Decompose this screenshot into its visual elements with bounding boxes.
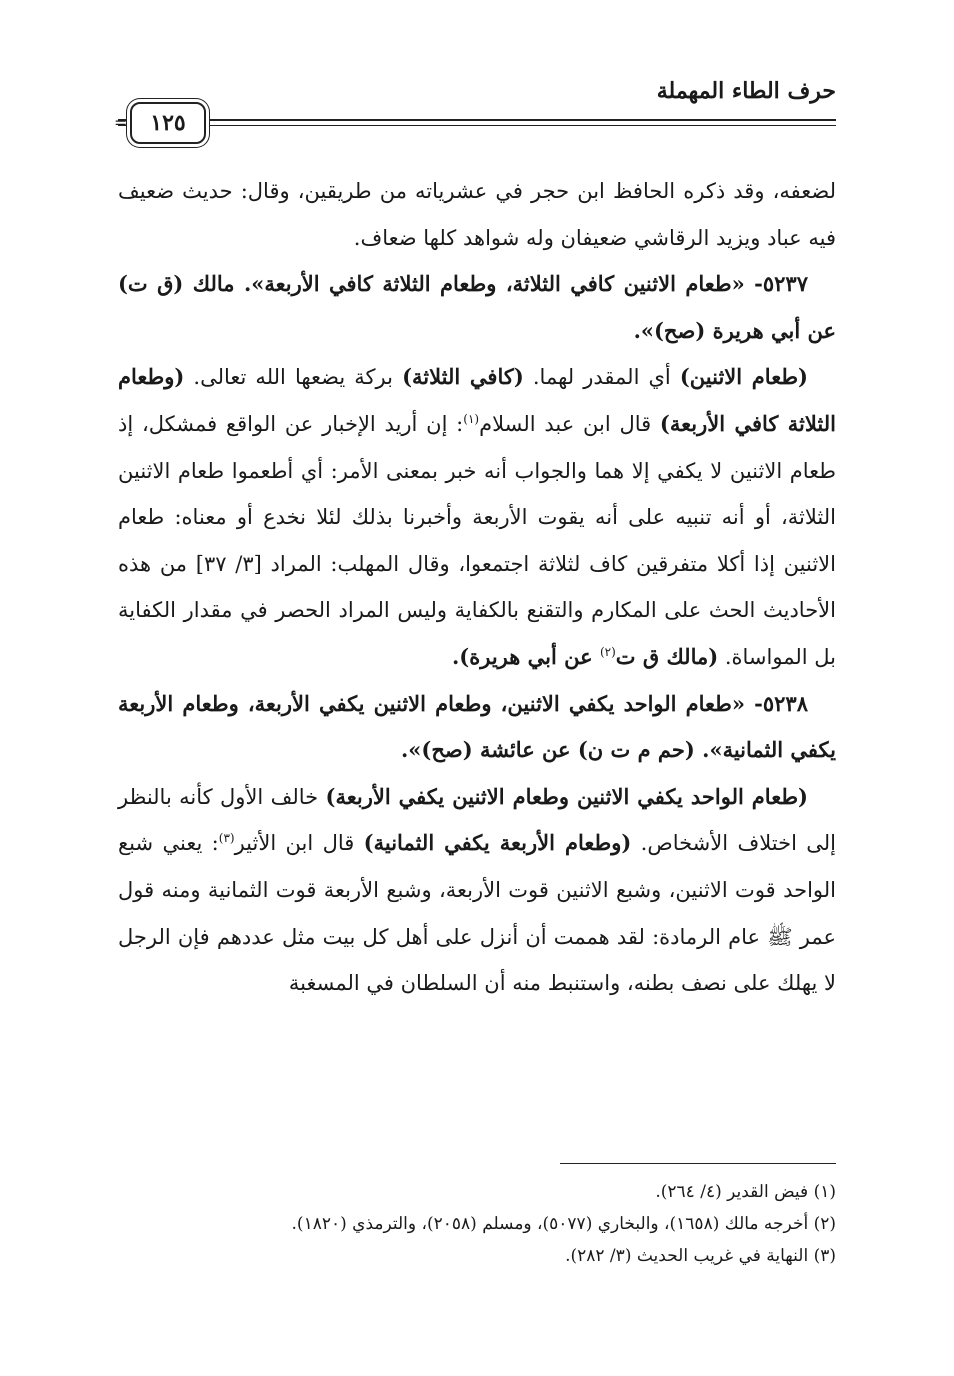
quoted-term: (وطعام الأربعة يكفي الثمانية) — [363, 830, 632, 856]
chapter-title: حرف الطاء المهملة — [656, 78, 836, 104]
commentary-text: خالف الأول كأنه بالنظر إلى اختلاف الأشخاص. — [118, 784, 837, 856]
header-rule-line — [118, 119, 836, 121]
footnote-ref: (٢) — [599, 644, 616, 659]
commentary-text: قال ابن الأثير — [234, 831, 364, 856]
hadith-5237: ٥٢٣٧- «طعام الاثنين كافي الثلاثة، وطعام الثلاثة كافي الأربعة». مالك (ق ت) عن أبي هريرة (صح)». — [118, 271, 836, 343]
footnote-ref: (٣) — [218, 831, 235, 846]
source-reference: عن أبي هريرة). — [451, 643, 600, 669]
footnote-1: (١) فيض القدير (٤/ ٢٦٤). — [655, 1182, 836, 1202]
commentary-text: : إن أريد الإخبار عن الواقع فمشكل، إذ طعام الاثنين لا يكفي إلا هما والجواب أنه خبر بمعنى الأمر: أي أطعموا طعام الاثنين الثلاثة، أو أنه تنبيه على أنه يقوت الأربعة وأخبرنا بذلك لئلا نخدع أو معناه: طعام الاثنين إذا أكلا متفرقين كاف لثلاثة اجتمعوا، وقال المهلب: المراد [٣/ ٣٧] من هذه الأحاديث الحث على المكارم والتقنع بالكفاية وليس المراد الحصر في مقدار الكفاية بل المواساة. — [118, 411, 836, 669]
commentary-text: قال ابن عبد السلام — [479, 411, 660, 436]
commentary-text: : يعني شبع الواحد قوت الاثنين، وشبع الاثنين قوت الأربعة، وشبع الأربعة قوت الثمانية ومنه قول عمر ﷺ عام الرمادة: لقد هممت أن أنزل على أهل كل بيت مثل عددهم فإن الرجل لا يهلك على نصف بطنه، واستنبط منه أن السلطان في المسغبة — [118, 831, 836, 996]
hadith-5238: ٥٢٣٨- «طعام الواحد يكفي الاثنين، وطعام الاثنين يكفي الأربعة، وطعام الأربعة يكفي الثمانية». (حم م ت ن) عن عائشة (صح)». — [118, 690, 836, 763]
source-reference: (مالك ق ت — [615, 643, 719, 669]
rule-end-mark: = — [114, 113, 128, 132]
quoted-term: (وطعام الثلاثة كافي الأربعة) — [118, 364, 836, 436]
footnote-3: (٣) النهاية في غريب الحديث (٣/ ٢٨٢). — [565, 1246, 836, 1266]
footnote-separator — [560, 1163, 836, 1164]
quoted-term: (طعام الاثنين) — [679, 364, 808, 390]
main-text — [118, 168, 836, 1007]
commentary-text: أي المقدر لهما. — [523, 365, 680, 390]
quoted-term: (كافي الثلاثة) — [402, 364, 524, 390]
quoted-term: (طعام الواحد يكفي الاثنين وطعام الاثنين يكفي الأربعة) — [325, 783, 808, 809]
commentary-5237 — [118, 354, 836, 680]
page-number: ١٢٥ — [130, 102, 206, 144]
footnotes — [118, 1176, 836, 1272]
paragraph-continuation: لضعفه، وقد ذكره الحافظ ابن حجر في عشرياته من طريقين، وقال: حديث ضعيف فيه عباد ويزيد الرقاشي ضعيفان وله شواهد كلها ضعاف. — [118, 179, 836, 250]
header-rule — [114, 110, 836, 136]
footnote-2: (٢) أخرجه مالك (١٦٥٨)، والبخاري (٥٠٧٧)، ومسلم (٢٠٥٨)، والترمذي (١٨٢٠). — [291, 1214, 836, 1234]
commentary-5238 — [118, 774, 836, 1007]
commentary-text: بركة يضعها الله تعالى. — [184, 365, 403, 390]
footnote-ref: (١) — [463, 411, 480, 426]
header-rule-line — [118, 125, 836, 126]
